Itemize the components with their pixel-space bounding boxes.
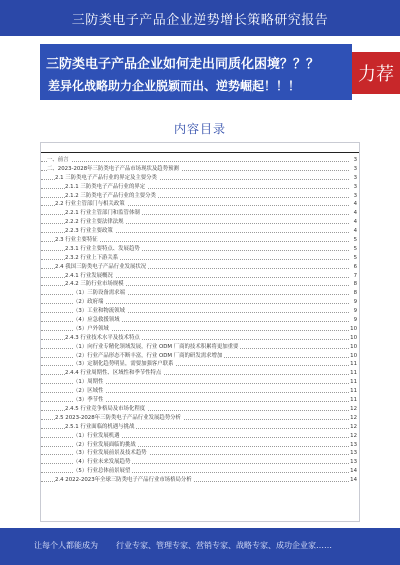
toc-entry[interactable] — [41, 441, 359, 450]
toc-entry-title: 2.2.3 行业主要政策 — [65, 228, 113, 235]
headline-question: 三防类电子产品企业如何走出同质化困境？？？ — [46, 57, 320, 72]
toc-entry[interactable] — [41, 387, 359, 396]
toc-entry-page: 4 — [353, 210, 357, 217]
toc-entry-title: 2.1 三防类电子产品行业的界定及主要分类 — [55, 174, 157, 181]
footer-bar — [0, 528, 400, 565]
toc-entry-page: 11 — [350, 370, 357, 377]
footer-slogan: 让每个人都能成为 — [34, 541, 98, 550]
brand-badge — [352, 52, 400, 94]
toc-entry[interactable] — [41, 449, 359, 458]
toc-entry-title: （3）工业和物流领域 — [73, 308, 125, 315]
toc-entry[interactable] — [41, 280, 359, 289]
toc-entry-page: 3 — [353, 174, 357, 181]
toc-entry[interactable] — [41, 298, 359, 307]
toc-entry[interactable] — [41, 467, 359, 476]
toc-entry-title: （2）行业产品形态不断丰富，行业 ODM 厂商的研发需求增加 — [73, 352, 223, 359]
toc-entry-page: 10 — [350, 334, 357, 341]
toc-entry-title: 2.5.1 行业面临的机遇与挑战 — [65, 423, 135, 430]
toc-entry-page: 4 — [353, 201, 357, 208]
toc-entry-page: 11 — [350, 388, 357, 395]
toc-entry[interactable] — [41, 405, 359, 414]
toc-entry-page: 8 — [353, 281, 357, 288]
toc-entry-page: 13 — [350, 450, 357, 457]
brand-badge-text: 力荐 — [358, 64, 394, 85]
toc-entry[interactable] — [41, 307, 359, 316]
toc-entry-title: 2.3 行业主要特征 — [55, 237, 98, 244]
toc-entry-page: 14 — [350, 477, 357, 484]
toc-entry-title: 2.2 行业主管部门与相关政策 — [55, 201, 125, 208]
toc-entry-page: 8 — [353, 290, 357, 297]
toc-entry-page: 5 — [353, 237, 357, 244]
toc-entry[interactable] — [41, 369, 359, 378]
toc-entry-title: 2.1.1 三防类电子产品行业的界定 — [65, 183, 146, 190]
toc-entry-title: （1）向行业专精化领域发展，行业 ODM 厂商的技术积累将更加重要 — [73, 343, 239, 350]
toc-entry-page: 13 — [350, 441, 357, 448]
top-header-bar — [0, 0, 400, 36]
toc-entry-title: （3）定制化趋势明显，需要加强客户联系 — [73, 361, 174, 368]
toc-entry-page: 11 — [350, 397, 357, 404]
headline-banner — [40, 44, 352, 100]
toc-entry[interactable] — [41, 378, 359, 387]
toc-entry[interactable] — [41, 200, 359, 209]
toc-entry-title: （2）行业发展面临的挑战 — [73, 441, 136, 448]
toc-entry-page: 10 — [350, 352, 357, 359]
toc-entry[interactable] — [41, 218, 359, 227]
toc-entry-page: 12 — [350, 423, 357, 430]
toc-top-rule — [41, 152, 359, 153]
toc-entry-title: 2.5 2023-2028年三防类电子产品行业发展趋势分析 — [55, 414, 181, 421]
toc-entry[interactable] — [41, 352, 359, 361]
toc-entry[interactable] — [41, 245, 359, 254]
toc-entry-page: 3 — [353, 183, 357, 190]
toc-entry[interactable] — [41, 183, 359, 192]
toc-entry-page: 10 — [350, 325, 357, 332]
toc-entry-title: （1）三防设备需求端 — [73, 290, 125, 297]
report-title: 三防类电子产品企业逆势增长策略研究报告 — [71, 13, 329, 28]
toc-entry-title: 2.1.2 三防类电子产品行业的主要分类 — [65, 192, 156, 199]
toc-entry-page: 9 — [353, 299, 357, 306]
toc-entry-page: 6 — [353, 263, 357, 270]
toc-entry-page: 4 — [353, 228, 357, 235]
toc-entry[interactable] — [41, 227, 359, 236]
toc-entry-title: 2.4.3 行业技术水平及技术特点 — [65, 334, 140, 341]
toc-entry-title: 一、前言 — [47, 157, 69, 163]
toc-heading: 内容目录 — [173, 122, 226, 136]
toc-entry-page: 13 — [350, 459, 357, 466]
toc-entry[interactable] — [41, 289, 359, 298]
toc-entry-page: 3 — [353, 192, 357, 199]
toc-entry[interactable] — [41, 316, 359, 325]
toc-entry-page: 3 — [353, 157, 357, 163]
toc-entry-title: 2.3.2 行业上下游关系 — [65, 254, 119, 261]
toc-entry-title: （4）行业未来发展趋势 — [73, 459, 131, 466]
toc-entry-title: 2.4.2 三防行业市场规模 — [65, 281, 124, 288]
toc-entry-title: （3）季节性 — [73, 397, 104, 404]
toc-entry-title: （4）应急救援领域 — [73, 317, 120, 324]
toc-entry[interactable] — [41, 396, 359, 405]
toc-entry[interactable] — [41, 209, 359, 218]
toc-entry-title: 二、2023-2028年三防类电子产品市场现状及趋势预测 — [47, 165, 179, 172]
toc-entry-title: （3）行业发展前景及技术趋势 — [73, 450, 147, 457]
toc-entry[interactable] — [41, 360, 359, 369]
toc-entry-title: 2.4.4 行业周期性、区域性和季节性特点 — [65, 370, 162, 377]
toc-entry-title: （5）户外领域 — [73, 325, 109, 332]
toc-entry[interactable] — [41, 263, 359, 272]
toc-entry-page: 11 — [350, 361, 357, 368]
toc-entry-page: 3 — [353, 165, 357, 172]
toc-entry[interactable] — [41, 165, 359, 174]
toc-entry[interactable] — [41, 414, 359, 423]
toc-entry[interactable] — [41, 325, 359, 334]
toc-entry-title: （2）政府端 — [73, 299, 104, 306]
toc-entry[interactable] — [41, 432, 359, 441]
toc-entry-page: 4 — [353, 219, 357, 226]
toc-entry-title: （1）周期性 — [73, 379, 104, 386]
toc-entry-page: 5 — [353, 245, 357, 252]
toc-entry[interactable] — [41, 254, 359, 263]
toc-entry-title: 2.4 我国三防类电子产品行业发展状况 — [55, 263, 147, 270]
toc-entry-title: 2.2.1 行业主管部门和监管体制 — [65, 210, 140, 217]
toc-entry[interactable] — [41, 476, 359, 485]
toc-entry-page: 9 — [353, 317, 357, 324]
toc-list — [41, 156, 359, 485]
toc-entry-title: （2）区域性 — [73, 388, 104, 395]
toc-entry[interactable] — [41, 174, 359, 183]
toc-entry-title: （5）行业总体前景展望 — [73, 468, 131, 475]
toc-panel — [40, 142, 360, 522]
toc-entry-title: （1）行业发展机遇 — [73, 432, 120, 439]
toc-entry-page: 14 — [350, 468, 357, 475]
toc-entry-page: 9 — [353, 308, 357, 315]
toc-entry-page: 10 — [350, 343, 357, 350]
toc-entry-page: 11 — [350, 379, 357, 386]
headline-answer: 差异化战略助力企业脱颖而出、逆势崛起！！！ — [48, 79, 301, 93]
toc-entry[interactable] — [41, 156, 359, 165]
toc-entry-title: 2.4.5 行业竞争格局及市场化程度 — [65, 405, 146, 412]
footer-roles: 行业专家、管理专家、营销专家、战略专家、成功企业家…… — [116, 541, 332, 550]
toc-entry-title: 2.4 2022-2023年全球三防类电子产品行业市场格局分析 — [55, 477, 192, 484]
toc-entry[interactable] — [41, 458, 359, 467]
toc-entry-title: 2.3.1 行业主要特点、发展趋势 — [65, 245, 140, 252]
toc-entry-page: 5 — [353, 254, 357, 261]
toc-entry[interactable] — [41, 236, 359, 245]
toc-entry-page: 12 — [350, 432, 357, 439]
toc-entry-page: 7 — [353, 272, 357, 279]
toc-entry-title: 2.4.1 行业发展概况 — [65, 272, 113, 279]
toc-entry-title: 2.2.2 行业主要法律法规 — [65, 219, 124, 226]
toc-entry-page: 12 — [350, 405, 357, 412]
toc-entry[interactable] — [41, 272, 359, 281]
toc-entry[interactable] — [41, 192, 359, 201]
toc-entry[interactable] — [41, 423, 359, 432]
toc-leader-dots — [41, 161, 349, 162]
toc-entry-page: 12 — [350, 414, 357, 421]
toc-entry[interactable] — [41, 343, 359, 352]
toc-entry[interactable] — [41, 334, 359, 343]
